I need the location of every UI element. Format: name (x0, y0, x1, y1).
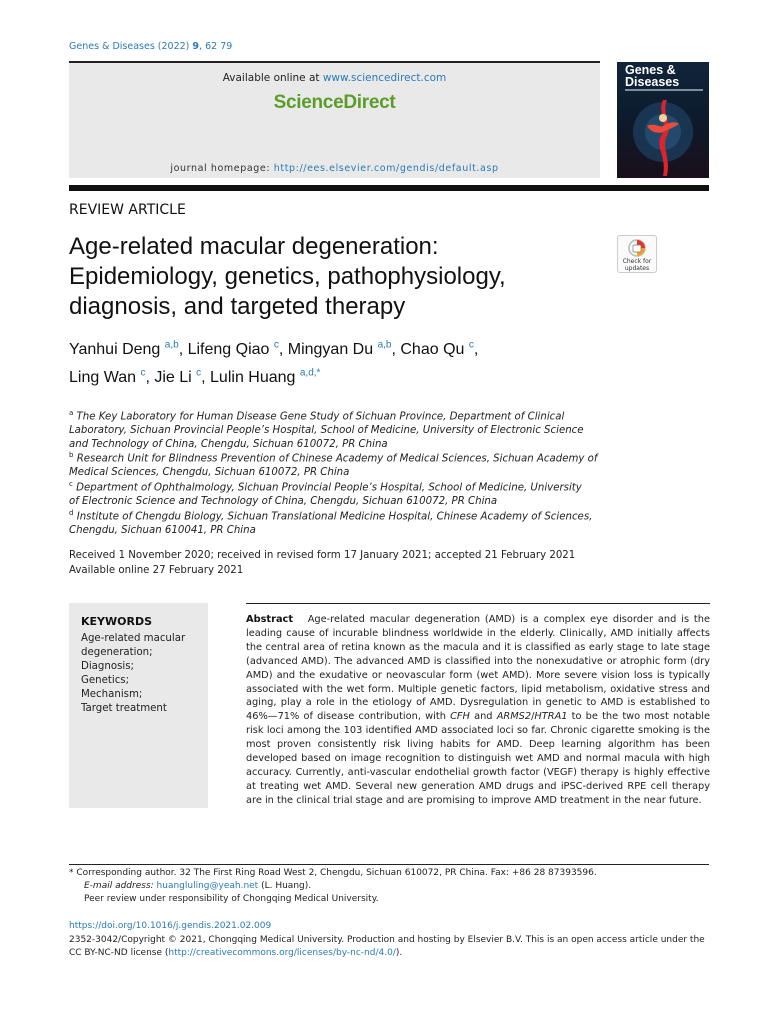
keyword-item: Genetics; (81, 675, 130, 686)
sciencedirect-logo: ScienceDirect (273, 92, 396, 113)
author: Jie Li $^c$, (154, 367, 211, 386)
author: Ling Wan $^c$, (69, 367, 155, 386)
available-online-text: Available online at www.sciencedirect.com (222, 72, 447, 84)
affiliation-b: $^b$ Research Unit for Blindness Prevention of Chinese Academy of Medical Sciences, Sichuan Academy of Medical Sciences, Chengdu, Sichuan 610072, PR China (69, 451, 598, 479)
abstract-rule (246, 603, 710, 604)
check-updates-icon (628, 239, 646, 258)
affiliation-d: $^d$ Institute of Chengdu Biology, Sichuan Translational Medicine Hospital, Chinese Academy of Sciences, Chengdu, Sichuan 610041, PR China (69, 509, 593, 537)
article-type: REVIEW ARTICLE (69, 202, 186, 218)
abstract-label: Abstract (246, 614, 294, 625)
keyword-item: degeneration; (81, 647, 153, 658)
title-section-rule (69, 185, 709, 191)
article-title: Age-related macular degeneration: Epidemiology, genetics, pathophysiology, diagnosis, and targeted therapy (69, 233, 506, 320)
journal-citation: Genes & Diseases (2022) 9, 62 79 (69, 41, 233, 52)
author: Lifeng Qiao $^c$, (187, 340, 288, 359)
check-for-updates-badge[interactable] (617, 235, 657, 273)
author: Yanhui Deng $^{a,b}$, (69, 340, 188, 359)
journal-cover[interactable] (617, 62, 709, 178)
author: Mingyan Du $^{a,b}$, (287, 340, 401, 359)
keyword-item: Target treatment (81, 703, 167, 714)
abstract-text: Abstract Age-related macular degeneration (AMD) is a complex eye disorder and is the leading cause of incurable blindness worldwide in the elderly. Clinically, AMD initially affects the central area of retina known as the macula and it is classified as early stage to late stage (advanced AMD). The advanced AMD is classified into the nonexudative or atrophic form (dry AMD) and the exudative or neovascular form (wet AMD). More severe vision loss is typically associated with the wet form. Multiple genetic factors, lipid metabolism, oxidative stress and aging, play a role in the etiology of AMD. Dysregulation in genetic to AMD is established to 46%—71% of disease contribution, with CFH and ARMS2/HTRA1 to be the two most notable risk loci among the 103 identified AMD associated loci so far. Chronic cigarette smoking is the most proven consistently risk living habits for AMD. Deep learning algorithm has been developed based on image recognition to distinguish wet AMD and normal macula with high accuracy. Currently, anti-vascular endothelial growth factor (VEGF) therapy is highly effective at treating wet AMD. Several new generation AMD drugs and iPSC-derived RPE cell therapy are in the clinical trial stage and are promising to improve AMD treatment in the near future. (246, 614, 711, 806)
cover-illustration-icon (617, 92, 709, 178)
email-link[interactable]: huangluling@yeah.net (156, 881, 259, 891)
affiliation-c: $^c$ Department of Ophthalmology, Sichuan Provincial People’s Hospital, School of Medicine, University of Electronic Science and Technology of China, Chengdu, Sichuan 610072, PR China (69, 480, 582, 508)
author: Chao Qu $^c$, (400, 340, 479, 359)
keywords-heading: KEYWORDS (81, 615, 153, 628)
keyword-item: Diagnosis; (81, 661, 134, 672)
affiliation-a: $^a$ The Key Laboratory for Human Disease Gene Study of Sichuan Province, Department of Clinical Laboratory, Sichuan Provincial People’s Hospital, School of Medicine, University of Electronic Science and Technology of China, Chengdu, Sichuan 610072, PR China (69, 409, 584, 451)
journal-homepage-link[interactable]: http://ees.elsevier.com/gendis/default.asp (273, 163, 499, 174)
keywords-box (69, 603, 208, 808)
license-link[interactable]: http://creativecommons.org/licenses/by-nc-nd/4.0/ (168, 948, 396, 958)
author-list (69, 334, 629, 389)
sciencedirect-banner (69, 63, 600, 178)
keyword-item: Mechanism; (81, 689, 143, 700)
author: Lulin Huang $^{a,d,*}$ (210, 367, 321, 386)
article-dates: Received 1 November 2020; received in revised form 17 January 2021; accepted 21 February 2021 Available online 27 February 2021 (69, 550, 576, 576)
cover-subtitle-bar (625, 89, 703, 91)
peer-review-note: Peer review under responsibility of Chongqing Medical University. (84, 894, 379, 904)
keyword-item: Age-related macular (81, 633, 186, 644)
check-updates-label: Check for updates (622, 258, 652, 272)
email-line: E-mail address: huangluling@yeah.net (L. Huang). (84, 881, 312, 891)
copyright-notice: 2352-3042/Copyright © 2021, Chongqing Medical University. Production and hosting by Elsevier B.V. This is an open access article under the CC BY-NC-ND license (http://creativecommons.org/licenses/by-nc-nd/4.0/). (69, 935, 705, 958)
sciencedirect-link[interactable]: www.sciencedirect.com (322, 72, 447, 84)
doi-link[interactable]: https://doi.org/10.1016/j.gendis.2021.02.009 (69, 921, 272, 931)
journal-homepage: journal homepage: http://ees.elsevier.com/gendis/default.asp (170, 163, 499, 174)
cover-title: Genes & Diseases (625, 63, 680, 89)
footnote-rule (69, 864, 709, 865)
corresponding-author: * Corresponding author. 32 The First Ring Road West 2, Chengdu, Sichuan 610072, PR China. Fax: +86 28 87393596. (69, 868, 597, 878)
